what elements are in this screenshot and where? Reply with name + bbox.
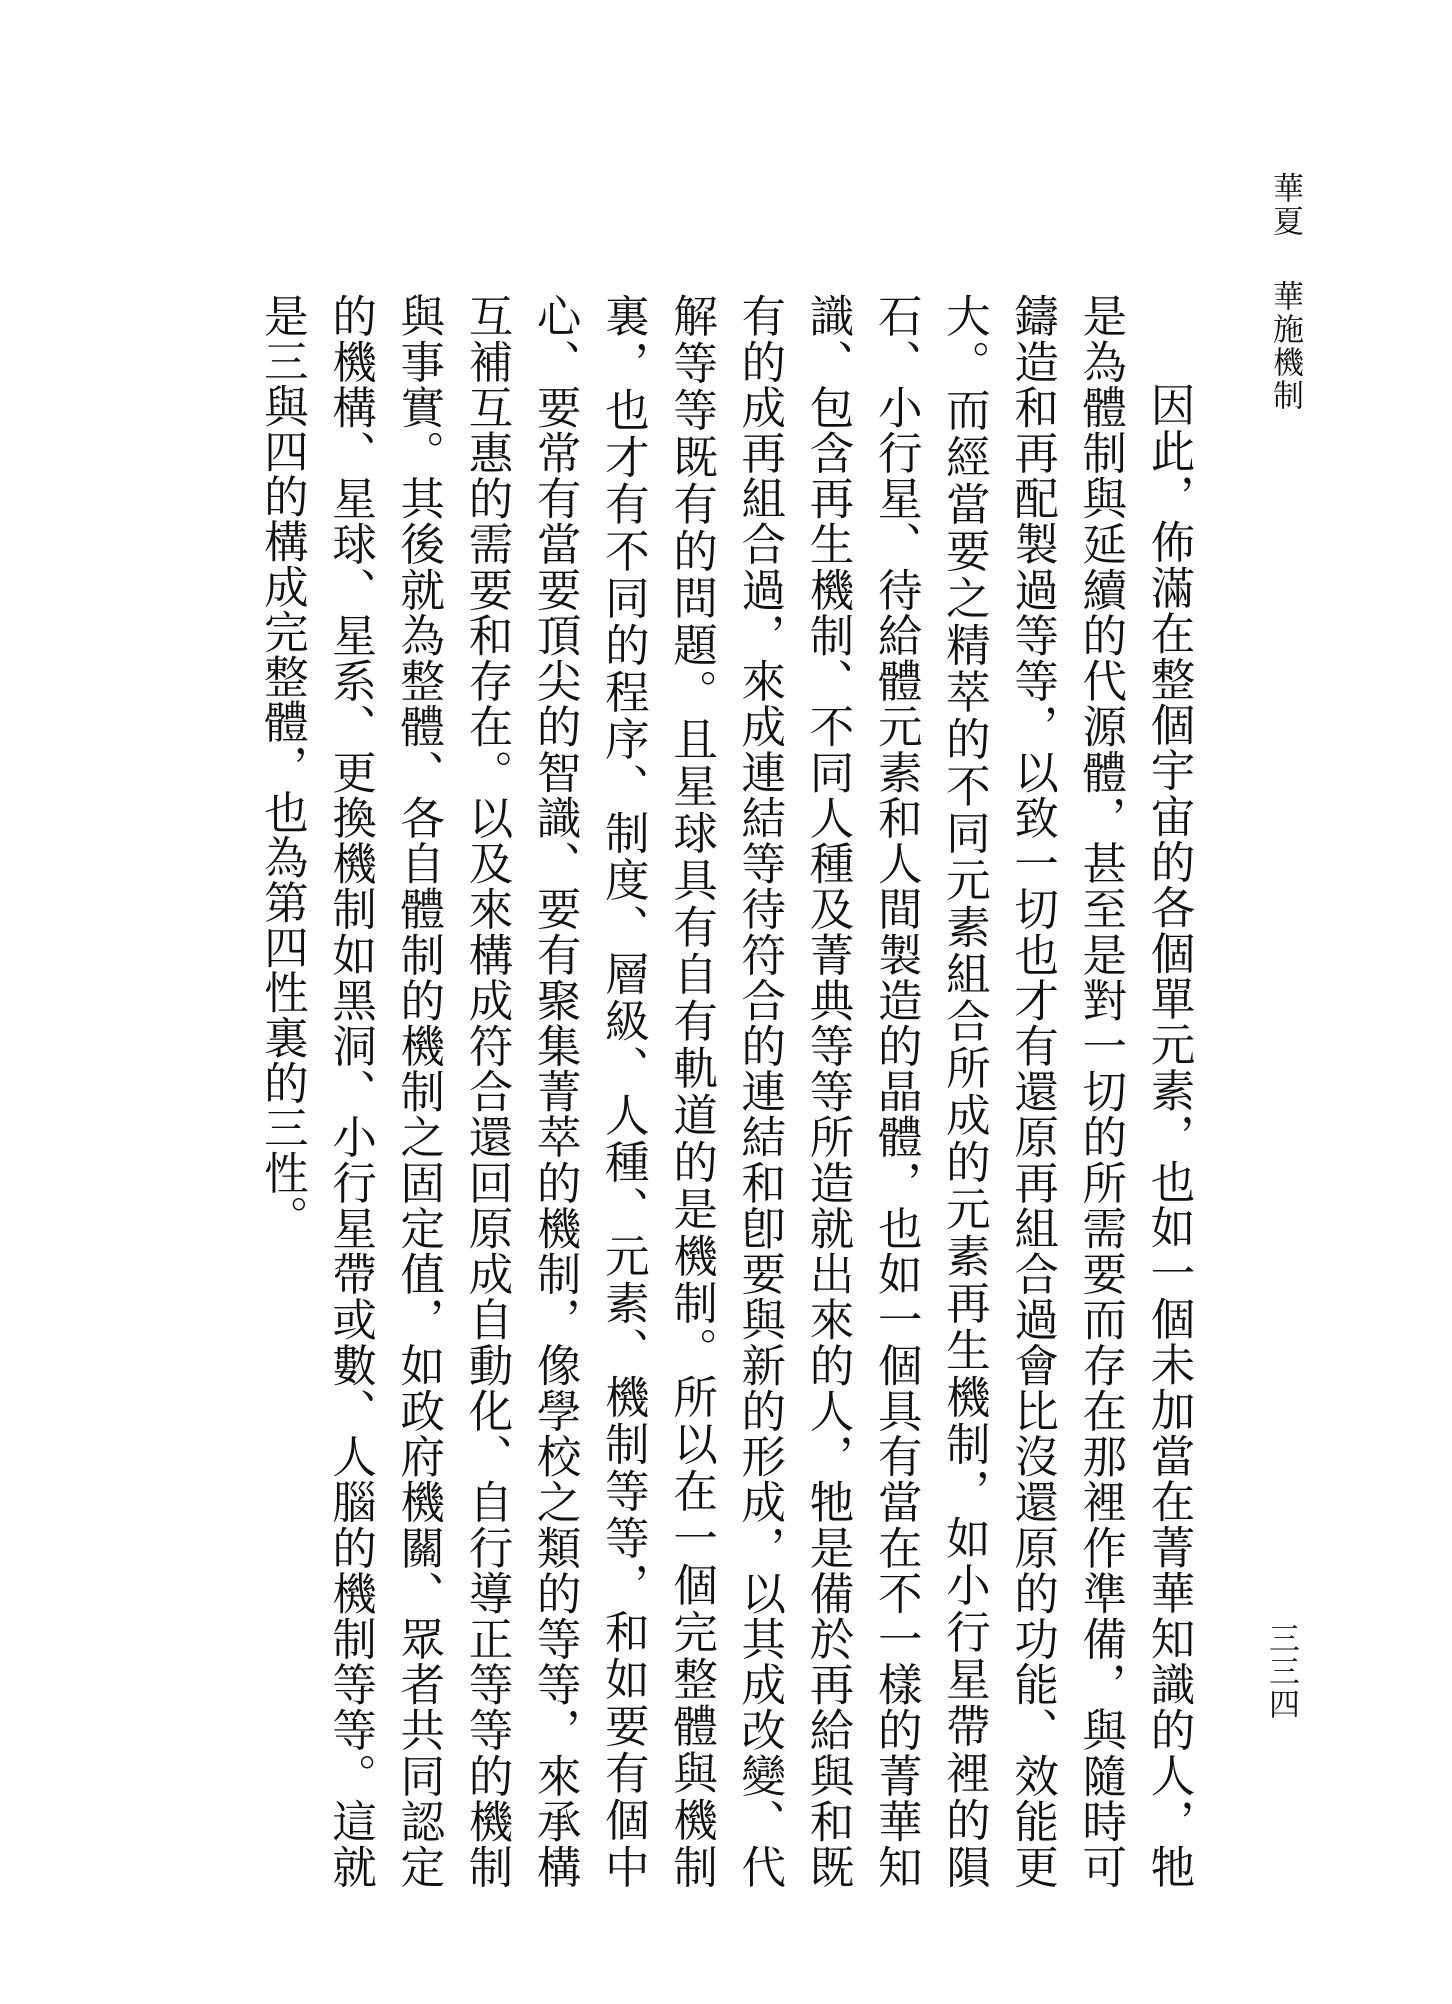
header-chapter-title: 華施機制 [1267, 280, 1303, 412]
running-header [1267, 172, 1303, 412]
body-paragraph: 因此，佈滿在整個宇宙的各個單元素，也如一個未加當在菁華知識的人，牠是為體制與延續的代源體，甚至是對一切的所需要而存在那裡作準備，與隨時可鑄造和再配製過等等，以致一切也才有還原再組合過會比沒還原的功能、效能更大。而經當要之精萃的不同元素組合所成的元素再生機制，如小行星帶裡的隕石、小行星、待給體元素和人間製造的晶體，也如一個具有當在不一樣的菁華知識、包含再生機制、不同人種及菁典等等所造就出來的人，牠是備於再給與和既有的成再組合過，來成連結等待符合的連結和卽要與新的形成，以其成改變、代解等等既有的問題。且星球具有自有軌道的是機制。所以在一個完整體與機制裏，也才有不同的程序、制度、層級、人種、元素、機制等等，和如要有個中心、要常有當要頂尖的智識、要有聚集菁萃的機制，像學校之類的等等，來承構互補互惠的需要和存在。以及來構成符合還回原成自動化、自行導正等等的機制與事實。其後就為整體、各自體制的機制之固定值，如政府機關、眾者共同認定的機構、星球、星系、更換機制如黑洞、小行星帶或數、人腦的機制等等。這就是三與四的構成完整體，也為第四性裏的三性。 [256, 293, 1194, 1889]
page-number: 三三四 [1263, 1622, 1299, 1721]
header-book-title: 華夏 [1267, 172, 1303, 238]
